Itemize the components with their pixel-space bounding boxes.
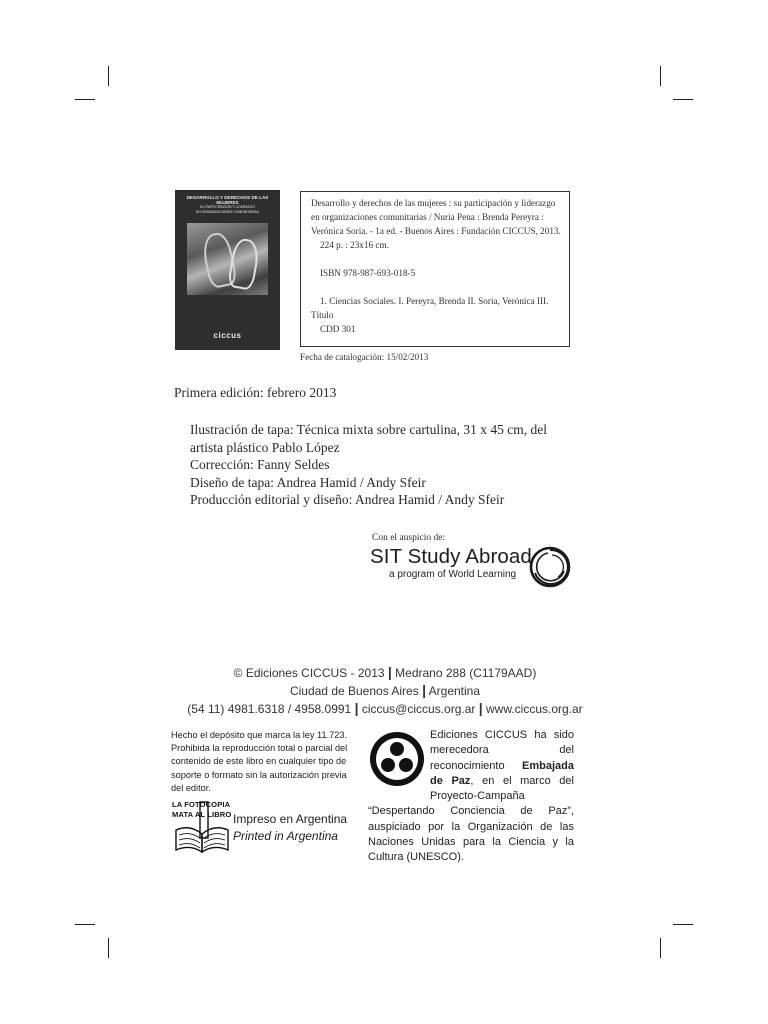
peace-award-name: Embajada de Paz xyxy=(430,759,574,787)
catalog-cdd: CDD 301 xyxy=(320,324,356,334)
crop-mark xyxy=(673,99,693,100)
sponsor-tagline: a program of World Learning xyxy=(389,569,517,580)
publisher-phone: (54 11) 4981.6318 / 4958.0991 xyxy=(187,702,352,716)
cover-subtitle: EN ORGANIZACIONES COMUNITARIAS xyxy=(195,210,260,214)
printed-in-spanish: Impreso en Argentina xyxy=(233,812,348,826)
cover-publisher-mark: ciccus xyxy=(213,331,242,340)
separator: | xyxy=(354,700,359,716)
crop-mark xyxy=(75,924,95,925)
publisher-country: Argentina xyxy=(428,684,481,698)
publisher-city: Ciudad de Buenos Aires xyxy=(289,684,419,698)
sit-circle-logo-icon xyxy=(528,545,572,589)
credit-production: Producción editorial y diseño: Andrea Hamid / Andy Sfeir xyxy=(190,492,505,507)
crop-mark xyxy=(108,938,109,958)
catalog-line: Verónica Soria. - 1a ed. - Buenos Aires : Fundación CICCUS, 2013. xyxy=(311,226,561,236)
sponsor-name: SIT Study Abroad xyxy=(370,545,532,568)
crop-mark xyxy=(660,66,661,86)
credit-illustration: Ilustración de tapa: Técnica mixta sobre cartulina, 31 x 45 cm, del xyxy=(190,422,547,437)
peace-text-part: , en el marco del Proyecto-Campaña “Despertando Conciencia de Paz”, auspiciado por la Organización de las Naciones Unidas para la Ciencia y la Cultura (UNESCO). xyxy=(368,774,574,864)
peace-text-part: Ediciones CICCUS ha sido merecedora del reconocimiento xyxy=(430,729,574,772)
credit-correction: Corrección: Fanny Seldes xyxy=(190,457,330,472)
publisher-info xyxy=(150,664,620,718)
crop-mark xyxy=(108,66,109,86)
crop-mark xyxy=(660,938,661,958)
legal-notice: Hecho el depósito que marca la ley 11.723. Prohibida la reproducción total o parcial del contenido de este libro en cualquier tipo de soporte o formato sin la autorización previa del editor. xyxy=(171,730,348,793)
credits xyxy=(190,421,590,509)
publisher-website: www.ciccus.org.ar xyxy=(485,702,583,716)
sponsor-label: Con el auspicio de: xyxy=(372,533,446,543)
printed-in-english: Printed in Argentina xyxy=(233,829,338,843)
publisher-address: Medrano 288 (C1179AAD) xyxy=(395,666,537,680)
cover-subtitle: SU PARTICIPACIÓN Y LIDERAZGO xyxy=(199,205,256,209)
separator: | xyxy=(478,700,483,716)
crop-mark xyxy=(673,924,693,925)
credit-illustration: artista plástico Pablo López xyxy=(190,439,340,455)
edition-info: Primera edición: febrero 2013 xyxy=(174,385,337,400)
fotocopia-line: LA FOTOCOPIA xyxy=(172,800,231,809)
separator: | xyxy=(422,682,426,698)
fotocopia-mata-al-libro-logo xyxy=(172,800,230,854)
publisher-email: ciccus@ciccus.org.ar xyxy=(361,702,476,716)
peace-award-text xyxy=(368,728,574,866)
crop-mark xyxy=(75,99,95,100)
printed-in xyxy=(233,811,347,845)
fotocopia-line: MATA AL LIBRO xyxy=(172,810,232,819)
catalog-line: Desarrollo y derechos de las mujeres : su participación y liderazgo xyxy=(311,198,556,208)
separator: | xyxy=(387,664,392,680)
catalog-date: Fecha de catalogación: 15/02/2013 xyxy=(300,352,429,362)
catalog-pages: 224 p. : 23x16 cm. xyxy=(320,240,389,250)
catalog-line: en organizaciones comunitarias / Nuria Pena : Brenda Pereyra : xyxy=(311,212,544,222)
open-book-icon xyxy=(172,800,230,854)
catalog-isbn: ISBN 978-987-693-018-5 xyxy=(320,268,416,278)
cover-title: DESARROLLO Y DERECHOS DE LAS MUJERES xyxy=(186,195,269,205)
catalog-line: Título xyxy=(311,310,334,320)
credit-cover-design: Diseño de tapa: Andrea Hamid / Andy Sfeir xyxy=(190,474,426,490)
cover-artwork xyxy=(187,223,268,295)
catalog-subjects: 1. Ciencias Sociales. I. Pereyra, Brenda II. Soria, Verónica III. xyxy=(320,296,549,306)
publisher-copyright: © Ediciones CICCUS - 2013 xyxy=(233,666,385,680)
catalog-record xyxy=(300,191,570,347)
book-cover-thumbnail xyxy=(175,190,280,350)
